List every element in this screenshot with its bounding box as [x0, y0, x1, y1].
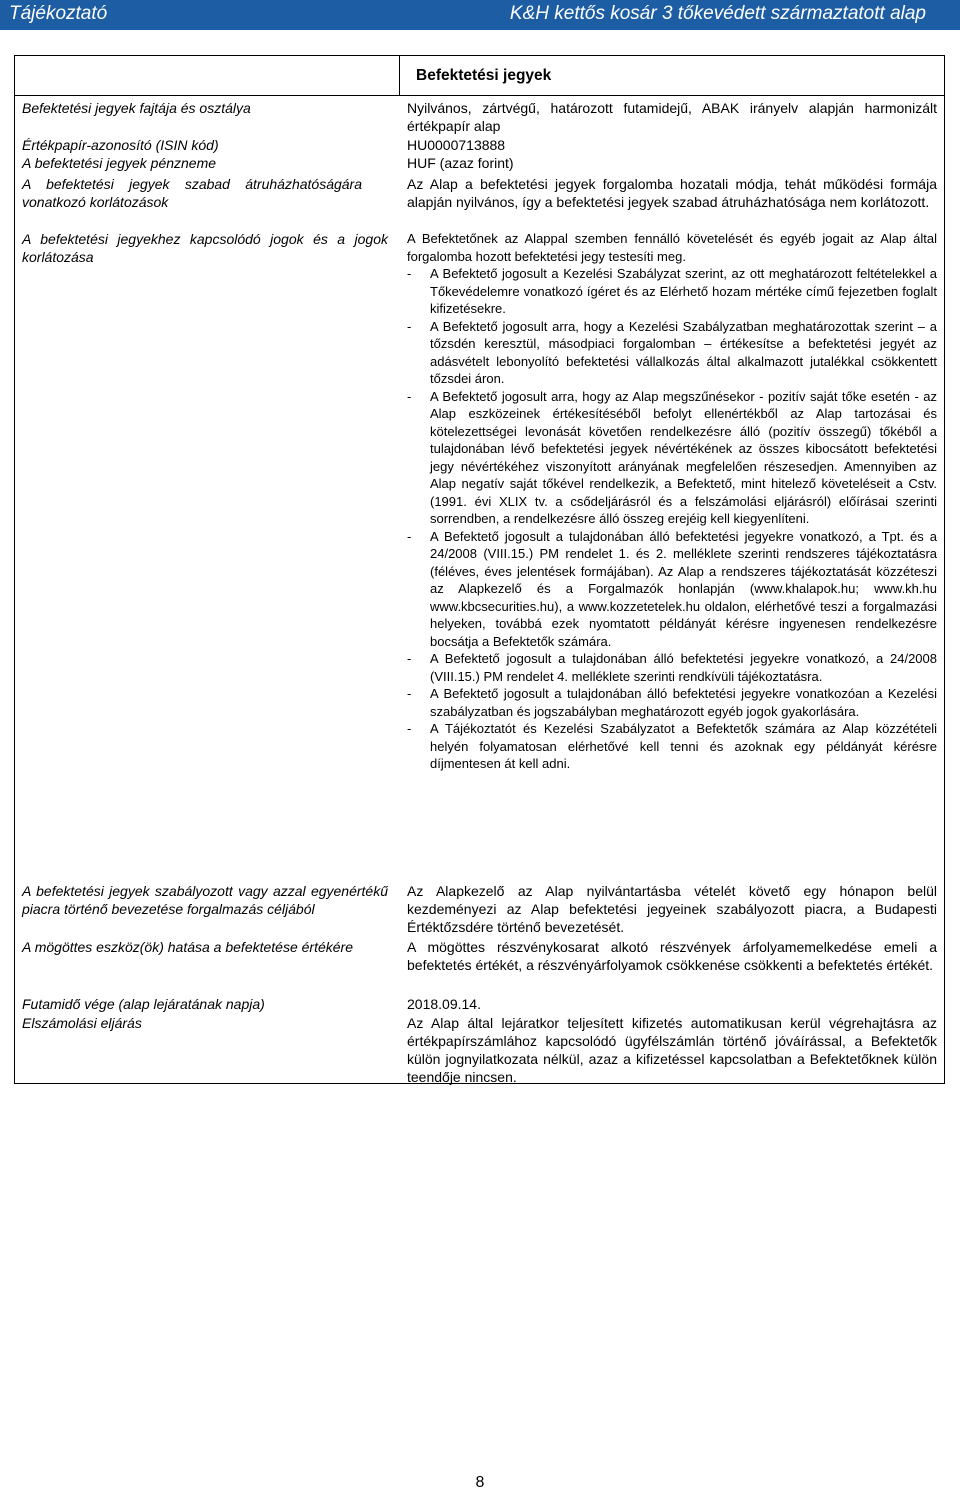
row-value-underlying: A mögöttes részvénykosarat alkotó részvények árfolyamemelkedése emeli a befektetés értékét, a részvényárfolyamok csökkenése csökkenti a befektetés értékét.	[407, 939, 937, 973]
row-label-transferability: A befektetési jegyek szabad átruházhatóságára vonatkozó korlátozások	[22, 176, 362, 210]
row-value-currency: HUF (azaz forint)	[407, 155, 514, 171]
row-value-isin: HU0000713888	[407, 137, 506, 153]
row-value-type: Nyilvános, zártvégű, határozott futamidejű, ABAK irányelv alapján harmonizált értékpapír alap	[407, 100, 937, 134]
row-label-underlying: A mögöttes eszköz(ök) hatása a befektetése értékére	[22, 939, 353, 955]
row-value-transferability: Az Alap a befektetési jegyek forgalomba hozatali módja, tehát működési formája alapján nyilvános, így a befektetési jegyek szabad átruházhatósága nem korlátozott.	[407, 176, 937, 210]
rights-list-item: - A Befektető jogosult a tulajdonában álló befektetési jegyekre vonatkozó, a 24/2008 (VIII.15.) PM rendelet 4. melléklete szerinti rendkívüli tájékoztatásra.	[407, 651, 937, 684]
rights-item-text: A Befektető jogosult a Kezelési Szabályzat szerint, az ott meghatározott feltételekkel a Tőkevédelemre vonatkozó ígéret és az Elérhető hozam mértéke című fejezetben foglalt kifizetésekre.	[430, 266, 937, 316]
rights-list-item: - A Befektető jogosult arra, hogy a Kezelési Szabályzatban meghatározottak szerint – a tőzsdén keresztül, másodpiaci forgalomban – értékesítse a befektetési jegyét az adásvételt lebonyolító befektetési vállalkozás által alkalmazott jutalékkal csökkentett tőzsdei áron.	[407, 318, 937, 386]
row-value-listing: Az Alapkezelő az Alap nyilvántartásba vételét követő egy hónapon belül kezdeményezi az Alap befektetési jegyeinek szabályozott piacra, a Budapesti Értéktőzsdére történő bevezetését.	[407, 883, 937, 935]
table-title: Befektetési jegyek	[416, 67, 552, 84]
header-left-title: Tájékoztató	[9, 3, 108, 24]
row-label-currency: A befektetési jegyek pénzneme	[22, 155, 217, 171]
rights-list-item: - A Tájékoztatót és Kezelési Szabályzatot a Befektetők számára az Alap közzétételi helyén folyamatosan elérhetővé kell tenni és azoknak egy példányát kérésre díjmentesen át kell adni.	[407, 721, 937, 771]
row-label-isin: Értékpapír-azonosító (ISIN kód)	[22, 137, 219, 153]
rights-list-item: - A Befektető jogosult arra, hogy az Alap megszűnésekor - pozitív saját tőke esetén - az Alap eszközeinek értékesítéséből befolyt ellenértékből az Alap tartozásai és kötelezettségei levonását követően rendelkezésre álló (pozitív összegű) tőkéből a tulajdonában lévő befektetési jegyek névértékének az összes kibocsátott befektetési jegy névértékéhez viszonyított arányának megfelelően részesedjen. Amennyiben az Alap negatív saját tőkével rendelkezik, a Befektető, mint hitelező követeléseit a Cstv. (1991. évi XLIX tv. a csődeljárásról és a felszámolási eljárásról) előírásai szerinti sorrendben, a rendelkezésre álló összeg erejéig kell kiegyenlíteni.	[407, 388, 937, 526]
row-label-settlement: Elszámolási eljárás	[22, 1015, 142, 1031]
rights-item-text: A Tájékoztatót és Kezelési Szabályzatot a Befektetők számára az Alap közzétételi helyén folyamatosan elérhetővé kell tenni és azoknak egy példányát kérésre díjmentesen át kell adni.	[430, 721, 937, 771]
row-label-rights: A befektetési jegyekhez kapcsolódó jogok és a jogok korlátozása	[22, 231, 388, 265]
rights-item-text: A Befektető jogosult a tulajdonában álló befektetési jegyekre vonatkozóan a Kezelési szabályzatban és jogszabályban meghatározott egyéb jogok gyakorlására.	[430, 686, 937, 719]
page-number: 8	[475, 1474, 485, 1491]
rights-item-text: A Befektető jogosult arra, hogy az Alap megszűnésekor - pozitív saját tőke esetén - az Alap eszközeinek értékesítéséből befolyt ellenértékből az Alap tartozásai és kötelezettségei levonását követően rendelkezésre álló (pozitív összegű) tőkéből a tulajdonában lévő befektetési jegyek névértékének az összes kibocsátott befektetési jegy névértékéhez viszonyított arányának megfelelően részesedjen. Amennyiben az Alap negatív saját tőkével rendelkezik, a Befektető, mint hitelező követeléseit a Cstv. (1991. évi XLIX tv. a csődeljárásról és a felszámolási eljárásról) előírásai szerinti sorrendben, a rendelkezésre álló összeg erejéig kell kiegyenlíteni.	[430, 388, 937, 526]
rights-list-item: - A Befektető jogosult a Kezelési Szabályzat szerint, az ott meghatározott feltételekkel a Tőkevédelemre vonatkozó ígéret és az Elérhető hozam mértéke című fejezetben foglalt kifizetésekre.	[407, 266, 937, 316]
row-label-maturity: Futamidő vége (alap lejáratának napja)	[22, 996, 265, 1012]
row-value-maturity: 2018.09.14.	[407, 996, 481, 1012]
rights-item-text: A Befektető jogosult a tulajdonában álló befektetési jegyekre vonatkozó, a 24/2008 (VIII.15.) PM rendelet 4. melléklete szerinti rendkívüli tájékoztatásra.	[430, 651, 937, 684]
table-title-cell	[400, 56, 944, 95]
rights-list-item: - A Befektető jogosult a tulajdonában álló befektetési jegyekre vonatkozó, a Tpt. és a 24/2008 (VIII.15.) PM rendelet 1. és 2. melléklete szerinti rendszeres tájékoztatásra (féléves, éves jelentések formájában). Az Alap a rendszeres tájékoztatását közzéteszi az Alapkezelő és a Forgalmazók honlapján (www.khalapok.hu; www.kh.hu www.kbcsecurities.hu), a www.kozzetetelek.hu oldalon, elérhetővé teszi a forgalmazási helyeken, továbbá ezek nyomtatott példányát kérésre ingyenesen rendelkezésre bocsátja a Befektetők számára.	[407, 528, 937, 649]
rights-item-text: A Befektető jogosult arra, hogy a Kezelési Szabályzatban meghatározottak szerint – a tőzsdén keresztül, másodpiaci forgalomban – értékesítse a befektetési jegyét az adásvételt lebonyolító befektetési vállalkozás által alkalmazott jutalékkal csökkentett tőzsdei áron.	[430, 318, 937, 386]
rights-list-item: - A Befektető jogosult a tulajdonában álló befektetési jegyekre vonatkozóan a Kezelési szabályzatban és jogszabályban meghatározott egyéb jogok gyakorlására.	[407, 686, 937, 719]
row-value-settlement: Az Alap által lejáratkor teljesített kifizetés automatikusan kerül végrehajtásra az értékpapírszámlához kapcsolódó ügyfélszámlán történő jóváírással, a Befektetők külön jognyilatkozata nélkül, azaz a kifizetéssel kapcsolatban a Befektetőknek külön teendője nincsen.	[407, 1015, 937, 1085]
title-rule	[15, 95, 944, 96]
header-right-title: K&H kettős kosár 3 tőkevédett származtatott alap	[509, 3, 926, 24]
page-header	[0, 0, 960, 30]
rights-intro: A Befektetőnek az Alappal szemben fennálló követelését és egyéb jogait az Alap által forgalomba hozott befektetési jegy testesíti meg.	[407, 231, 937, 264]
row-label-type: Befektetési jegyek fajtája és osztálya	[22, 100, 251, 116]
row-value-rights	[407, 230, 937, 773]
rights-item-text: A Befektető jogosult a tulajdonában álló befektetési jegyekre vonatkozó, a Tpt. és a 24/2008 (VIII.15.) PM rendelet 1. és 2. melléklete szerinti rendszeres tájékoztatásra (féléves, éves jelentések formájában). Az Alap a rendszeres tájékoztatását közzéteszi az Alapkezelő és a Forgalmazók honlapján (www.khalapok.hu; www.kh.hu www.kbcsecurities.hu), a www.kozzetetelek.hu oldalon, elérhetővé teszi a forgalmazási helyeken, továbbá ezek nyomtatott példányát kérésre ingyenesen rendelkezésre bocsátja a Befektetők számára.	[430, 528, 937, 649]
row-label-listing: A befektetési jegyek szabályozott vagy azzal egyenértékű piacra történő bevezetése forgalmazás céljából	[22, 883, 388, 917]
